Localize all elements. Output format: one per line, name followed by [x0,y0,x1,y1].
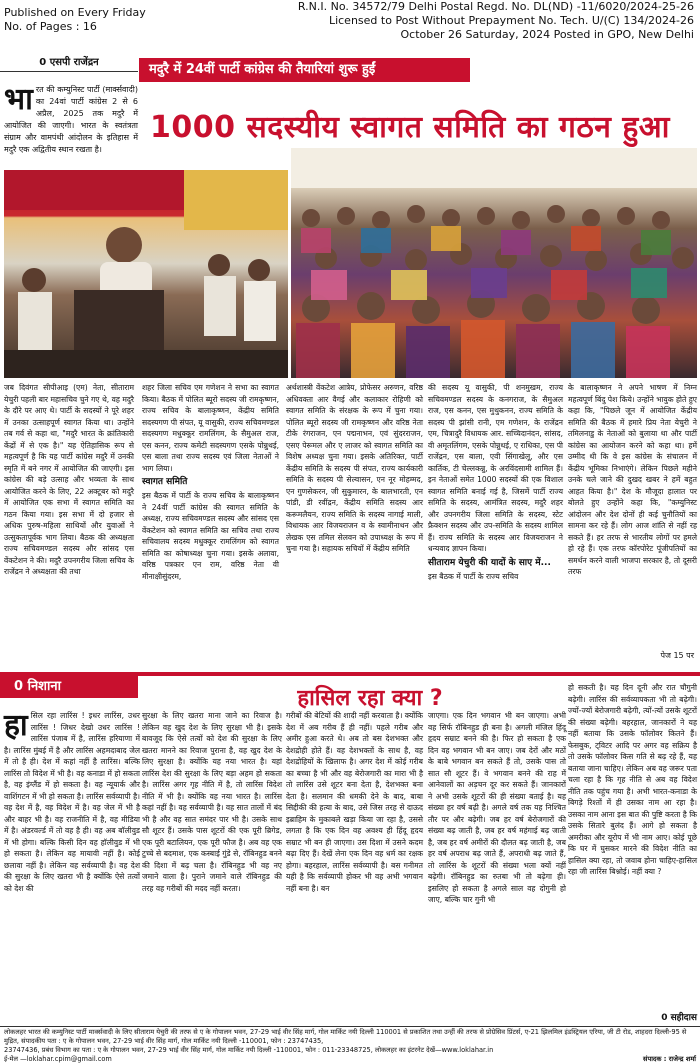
intro-paragraph [4,84,138,156]
dropcap: भा [4,82,33,117]
imprint-line-3-row [4,1055,696,1064]
article-column-5: के बालाकृष्णन ने अपने भाषण में निम्न महत्वपूर्ण बिंदु पेश किये। उन्होंने भावुक होते हुए कहा कि, "पिछले जून में आयोजित केंद्रीय समिति की बैठक में हमारे प्रिय नेता येचुरी ने तमिलनाडु के नेताओं को बुलाया था और पार्टी कांग्रेस का आयोजन करने को कहा था। हमें उम्मीद थी कि वे इस कांग्रेस के संचालन में केंद्रीय भूमिका निभाएंगे। लेकिन पिछले महीने उनके चले जाने की दुखद खबर ने हमें बहुत आहत किया है।" देश के मौजूदा हालात पर बोलते हुए उन्होंने कहा कि, "कम्युनिस्ट आंदोलन और देश दोनों ही कई चुनौतियों का सामना कर रहे हैं। लोग आज शांति से नहीं रह सकते हैं। हर तरफ से भारतीय लोगों पर हमले हो रहे हैं। एक तरफ कॉरपोरेट पूंजीपतियों का समर्थन करने वाली भाजपा सरकार है, तो दूसरी तरफ [568,383,697,576]
article-column-3: अर्थशास्त्री वेंकटेश आत्रेय, प्रोफेसर अरुणन, वरिष्ठ अधिवक्ता आर वैगई और कलाकार रोहिणी को स्वागत समिति के संरक्षक के रूप में चुना गया। पोलित ब्यूरो सदस्य जी रामकृष्णन और वरिष्ठ नेता टीके रंगराजन, एन पद्मनाभन, एवं सुंदरराजन, एसए पेरूमल और ए लाजर को स्वागत समिति का विशेष अध्यक्ष चुना गया। इसके अतिरिक्त, पार्टी केंद्रीय समिति के सदस्य पी संपत, राज्य कार्यकारी समिति के सदस्य पी सेल्वासन, एन नूर मोहम्मद, एन गुणसेकरन, जी सुकुमारन, के बालभारती, एन पांडी, डी रवींद्रन, केंद्रीय समिति सदस्य आर करूमलैयन, राज्य समिति के सदस्य नागाई माली, विधायक आर विजयराजन व के स्वामीनाथन और लेखक एस तमिल सेलवन को उपाध्यक्ष के रूप में चुना गया है। सहायक सचिवों में केंद्रीय समिति [286,383,423,553]
masthead-right [298,0,694,42]
page-headline: 1000 सदस्यीय स्वागत समिति का गठन हुआ [150,110,670,145]
photo-audience [291,148,697,378]
imprint-email: ई-मेल —loklahar.cpim@gmail.com [4,1055,112,1063]
subhead-welcome-committee: स्वागत समिति [142,477,188,487]
column-text: की सदस्य यू वासुकी, पी शनमुखम, राज्य सचिवमण्डल सदस्य के कनगराज, के सैमुअल राज, एस कनन, एस मुथुकनन, राज्य समिति के सदस्य पी झांसी रानी, एम गणेशन, के राजेंद्रन एम, चित्रादुरै विधायक आर. सच्चिदानंदन, सांसद, वी अमृतलिंगम, एसके पोन्नुथई, ए राधिका, एस पी राजेंद्रन, एस बाला, एवी सिंगाखेलू, और एस कार्तिक, टी चेल्लकन्नु, के अरविंदसामी शामिल हैं। इन नेताओं समेत 1000 सदस्यों की एक विशाल स्वागत समिति बनाई गई है, जिसमें पार्टी राज्य समिति के सदस्य, आमंत्रित सदस्य, मदुरै शहर और उपनगरीय जिला समिति के सदस्य, स्टेट फ्रैक्शन सदस्य और उप-समिति के सदस्य शामिल हैं। राज्य समिति के सदस्य आर विजयराजन ने धन्यवाद ज्ञापन किया। [428,383,563,553]
photo-illustration [291,148,697,378]
continued-on-page: पेज 15 पर [660,651,694,660]
opinion-headline: हासिल रहा क्या ? [297,686,443,711]
opinion-column-1 [4,710,140,894]
page-count: No. of Pages : 16 [4,20,97,33]
registration-line: R.N.I. No. 34572/79 Delhi Postal Regd. No. DL(ND) -11/6020/2024-25-26 [297,0,694,13]
publication-frequency: Published on Every Friday [4,6,146,19]
intro-text: रत की कम्युनिस्ट पार्टी (मार्क्सवादी) का 24वां पार्टी कांग्रेस 2 से 6 अप्रैल, 2025 तक मदुरै में आयोजित की जाएगी। भारत के स्वतंत्रता संग्राम और वामपंथी आंदोलन के इतिहास में मदुरै एक अद्वितीय स्थान रखता है। [4,85,138,154]
dropcap: हा [4,708,28,743]
imprint-line-1: लोकलहर भारत की कम्युनिस्ट पार्टी मार्क्सवादी के लिए सीताराम येचुरी की तरफ से ए के गोपालन भवन, 27-29 भाई वीर सिंह मार्ग, गोल मार्किट नयी दिल्ली 110001 से प्रकाशित तथा उन्हीं की तरफ से प्रोग्रेसिव प्रिंटर्स, ए-21 झिलमिल इंडस्ट्रियल एरिया, जी टी रोड, शाहदरा दिल्ली-95 से मुद्रित, संपादकीय पता : ए के गोपालन भवन, 27-29 भाई वीर सिंह मार्ग, गोल मार्किट नयी दिल्ली -110001, फोन : 23747435, [4,1028,687,1045]
opinion-column-2: सुरक्षा के लिए खतरा माना जाने का रिवाज है। लेकिन वह खुद देश के लिए सुरक्षा भी है। इसके बावजूद कि ऐसे तत्वों को देश की सुरक्षा के लिए खतरा मानने का रिवाज पुराना है, वह खुद देश के लिए सुरक्षा है। क्योंकि यह नया भारत है। यहां लारिंस देश की सुरक्षा के लिए बड़ा अहम हो सकता है। लारिंस अगर गृह नीति में है, तो लारिंस विदेश नीति में भी है। क्योंकि वह नया भारत है। लारिंस कहां नहीं है। वह सर्वव्यापी है। वह सात तालों में बंद भी है और वह सात समंदर पार भी है। उसके साथ सौ शूटर हैं। उसके पास शूटरों की एक पूरी ब्रिगेड, एक पूरी बटालियन, एक पूरी फौज है। अब वह एक टुच्चे से बदमाश, एक कस्बाई गुंडे से, रॉबिनहुड बनने की दिशा में बढ़ चला है। रॉबिनहुड भी वह नए जमाने वाला है। पुराने जमाने वाले रॉबिनहुड की तरह वह गरीबों की मदद नहीं करता। [142,711,282,893]
article-column-4 [428,382,563,582]
opinion-column-3: गरीबों की बेटियों की शादी नहीं करवाता है। क्योंकि देश में अब गरीब हैं ही नहीं। पहले गरीब और अमीर हुआ करते थे। अब तो बस देशभक्त और देशद्रोही होते हैं। वह देशभक्तों के साथ है, वह देशद्रोहियों के खिलाफ है। अगर देश में कोई गरीब का बच्चा है भी और वह बेरोजगारी का मारा भी है तो लारिंस उसे शूटर बना देता है, देशभक्त बना देता है। सलमान की धमकी देने के बाद, बाबा सिद्दीकी की हत्या के बाद, उसे जिस तरह से दाऊद इब्राहिम के मुकाबले खड़ा किया जा रहा है, उससे लगता है कि एक दिन वह अवश्य ही हिंदू हृदय सम्राट भी बन ही जाएगा। उस दिशा में उसने कदम बढ़ा दिए हैं। देखें लेना एक दिन वह धर्म का रक्षक होगा। बहरहाल, लारिंस सर्वव्यापी है। बस गनीमत यही है कि सर्वव्यापी होकर भी वह अभी भगवान नहीं बना है। बन [286,711,423,893]
masthead [0,0,700,44]
kicker-banner: मदुरै में 24वीं पार्टी कांग्रेस की तैयारियां शुरू हुईं [139,58,470,82]
photo-illustration [4,170,288,378]
opinion-column-5: हो सकती है। यह दिन दूनी और रात चौगुनी बढ़ेगी। लारिंस की सर्वव्यापकता भी तो बढ़ेगी। ज्यों-ज्यों बेरोजगारी बढ़ेगी, त्यों-त्यों उसके शूटरों की संख्या बढ़ेगी। बहरहाल, जानकारों ने यह नहीं बताया कि उसके फॉलोवर कितने हैं। फेसबुक, ट्विटर आदि पर अगर वह सक्रिय है तो उसके फॉलोवर किस गति से बढ़ रहे हैं, यह बताया जाना चाहिए। लेकिन अब वह जरूर पता चला रहा है कि गृह नीति से अब वह विदेश नीति तक पहुंच गया है। अभी भारत-कनाडा के बिगड़े रिश्तों में ही उसका नाम आ रहा है। उसका नाम आना इस बात की पुष्टि करता है कि उसके सितारे बुलंद हैं। आगे हो सकता है अमरीका और यूरोप में भी नाम आए। कोई पूछे कि घर में घुसकर मारने की विदेश नीति का हासिल क्या रहा, तो जवाब होना चाहिए-हासिल रहा जी लारिंस बिश्नोई। नहीं क्या ? [568,683,697,876]
byline: 0 एसपी राजेंद्रन [0,54,138,72]
subhead-yechury-memories: सीताराम येचुरी की यादों के साए में... [428,557,551,568]
imprint-line-2: 23747436, प्रबंध विभाग का पता : ए के गोपालन भवन, 27-29 भाई वीर सिंह मार्ग, गोल मार्किट नयी दिल्ली -110001, फोन : 011-23348725, लोकलहर का इंटरनेट देखें—www.loklahar.in [4,1046,494,1054]
opinion-column-4: जाएगा। एक दिन भगवान भी बन जाएगा। अभी वह सिर्फ रॉबिनहुड ही बना है। अगली मंजिल हिंदू हृदय सम्राट बनने की है। फिर हो सकता है एक दिन वह भगवान भी बन जाए। जब देरों और मठों के बाबे भगवान बन सकते हैं तो, उसके पास तो सात सौ शूटर हैं। वे भगवान बनने की राह में आनेवालों का अड़चन दूर कर सकते हैं। जानकारों ने अभी उसके शूटरों की ही संख्या बताई है। यह संख्या हर वर्ष बढ़ी है। अगले वर्ष तक यह निश्चित तौर पर और बढ़ेगी। जब हर वर्ष बेरोजगारों की संख्या बढ़ जाती है, जब हर वर्ष महंगाई बढ़ जाती है, जब हर वर्ष अमीरों की दौलत बढ़ जाती है, जब हर वर्ष अपराध बढ़ जाते हैं, अपराधी बढ़ जाते हैं, तो लारिंस के शूटरों की संख्या भला क्यों नहीं बढ़ेगी। रॉबिनहुड का रुतबा भी तो बढ़ेगा ही। इसलिए हो सकता है अगले साल वह दोगुनी हो जाए, बल्कि चार गुनी भी [428,711,566,904]
imprint-footer [0,1026,700,1063]
column-text: इस बैठक में पार्टी के राज्य सचिव [428,571,519,581]
column-text: सिल रहा लारिंस ! इधर लारिंस, उधर लारिंस ! जिधर देखो उधर लारिंस ! लारिंस पंजाब में है, लारिंस हरियाणा में है। लारिंस मुंबई में है और लारिंस अहमदाबाद जेल में तो है ही। देश में कहां नहीं है लारिंस। बल्कि लारिंस तो विदेश में भी है। वह कनाडा में हो सकता है, वह इंग्लैंड में हो सकता है। वह न्यूयार्क और वाशिंगटन में भी हो सकता है। लारिंस सर्वव्यापी है। वह देश में है, वह विदेश में है। वह जेल में भी है और बाहर भी है। वह राजनीति में है, वह मीडिया में है। अंडरवर्ल्ड में तो वह है ही। वह अब बॉलीवुड में भी होगा। बल्कि किसी दिन वह हॉलीवुड में भी हो सकता है। लेकिन वह मायावी नहीं है। कोई छलावा नहीं है। लेकिन वह सर्वव्यापी है। वह देश की सुरक्षा के लिए खतरा भी है क्योंकि ऐसे तत्वों को देश की [4,711,140,893]
photo-speaker-at-podium [4,170,288,378]
masthead-left [4,6,146,34]
article-column-1: जब दिवंगत सीपीआइ (एम) नेता, सीताराम येचुरी पहली बार महासचिव चुने गए थे, वह मदुरै के दौरे पर आए थे। पार्टी के सदस्यों ने पूरे शहर में उनका उत्साहपूर्ण स्वागत किया था। उन्होंने तब गर्व से कहा था, "मदुरै भारत के क्रांतिकारी केंद्रों में से एक है।" यह ऐतिहासिक रूप से महत्वपूर्ण है कि यह पार्टी कांग्रेस मदुरै में उनकी स्मृति में बने नगर में आयोजित की जाएगी। इस कांग्रेस की बड़े उत्साह और भव्यता के साथ आयोजित करने के लिए, 22 अक्टूबर को मदुरै में आयोजित एक सभा में स्वागत समिति का गठन किया गया। इस सभा में दो हजार से अधिक पुरुष-महिला साथियों और युवाओं ने उत्सुकतापूर्वक भाग लिया। बैठक की अध्यक्षता राज्य सचिवमण्डल सदस्य और सांसद एस वेंकटेशन ने की। मदुरै उपनगरीय जिला सचिव के राजेंद्रन ने अध्यक्षता की तथा [4,383,134,576]
opinion-section-banner: 0 निशाना [0,676,138,698]
article-column-2 [142,382,279,582]
opinion-author: 0 सहीदास [661,1013,697,1023]
column-text: शहर जिला सचिव एम गणेशन ने सभा का स्वागत किया। बैठक में पोलित ब्यूरो सदस्य जी रामकृष्णन, राज्य सचिव के बालाकृष्णन, केंद्रीय समिति सदस्यगण पी संपत, यू वासुकी, राज्य सचिवमण्डल सदस्यगण मधुक्कूर रामलिंगम, के सैमुअल राज, एस कनन, राज्य कमेटी सदस्यगण एसके पोन्नुथई, एस बाला तथा राज्य सदस्य एवं जिला नेताओं ने भाग लिया। [142,383,279,473]
issue-date: October 26 Saturday, 2024 Posted in GPO, New Delhi [400,28,694,41]
license-line: Licensed to Post Without Prepayment No. Tech. U/(C) 134/2024-26 [328,14,694,27]
column-text: इस बैठक में पार्टी के राज्य सचिव के बालाकृष्णन ने 24वीं पार्टी कांग्रेस की स्वागत समिति के अध्यक्ष, राज्य सचिवमण्डल सदस्य और सांसद एस वेंकटेशन को स्वागत समिति का सचिव तथा राज्य सचिवालय सदस्य मधुक्कूर रामलिंगम को स्वागत समिति का कोषाध्यक्ष चुना गया। इसके अलावा, वरिष्ठ पत्रकार एन राम, वरिष्ठ नेता वी मीनाक्षीसुंदरम, [142,491,279,581]
editor-credit: संपादक : राजेन्द्र शर्मा [643,1055,696,1063]
